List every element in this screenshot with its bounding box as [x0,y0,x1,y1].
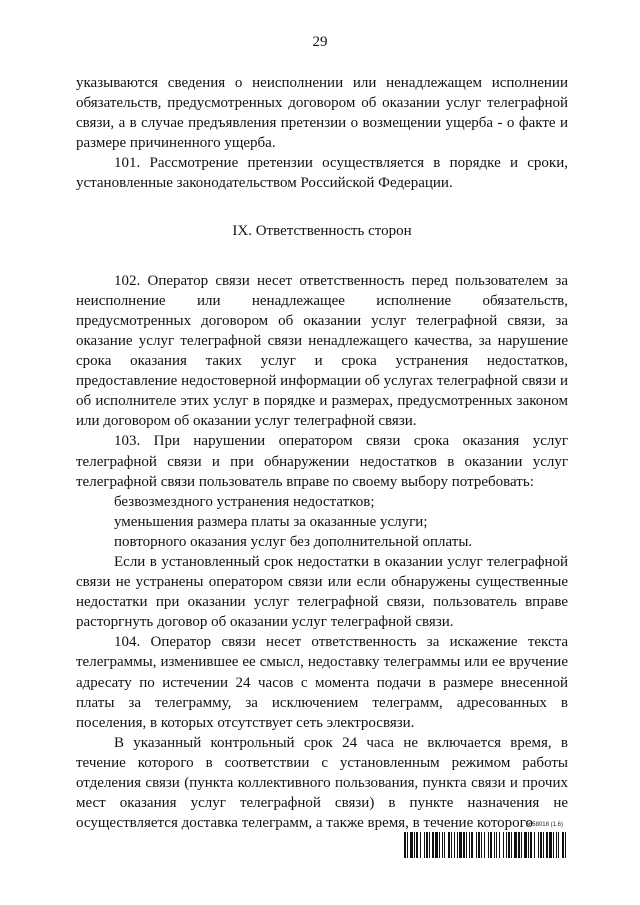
barcode [404,822,567,862]
paragraph-103: 103. При нарушении оператором связи срока оказания услуг телеграфной связи и при обнаружении недостатков в оказании услуг телеграфной связи пользователь вправе по своему выбору потребовать: [76,433,568,490]
barcode-bar [524,832,527,858]
section-heading: IX. Ответственность сторон [232,222,412,239]
barcode-bar [414,832,415,858]
list-item-repeat-service: повторного оказания услуг без дополнительной оплаты. [114,533,473,550]
barcode-bar [476,832,477,858]
barcode-bar [484,832,485,858]
barcode-bar [506,832,507,858]
barcode-bar [435,832,438,858]
barcode-bar [488,832,489,858]
barcode-bar [448,832,450,858]
barcode-bar [511,832,512,858]
barcode-bar [471,832,473,858]
barcode-bar [490,832,492,858]
barcode-bar [499,832,500,858]
barcode-bar [457,832,458,858]
barcode-bar [469,832,470,858]
barcode-bar [521,832,522,858]
barcode-bar [454,832,455,858]
paragraph-101: 101. Рассмотрение претензии осуществляется в порядке и сроки, установленные законодательством Российской Федерации. [76,155,568,192]
barcode-bar [407,832,408,858]
paragraph-control-period: В указанный контрольный срок 24 часа не включается время, в течение которого в соответствии с установленным режимом работы отделения связи (пункта коллективного пользования, пункта связи и прочих мест оказания услуг телеграфной связи) в пункте назначения не осуществляется доставка телеграмм, а также время, в течение которого [76,734,568,832]
barcode-bar [481,832,482,858]
barcode-bar [508,832,510,858]
barcode-bar [534,832,535,858]
barcode-bar [432,832,434,858]
barcode-bar [540,832,542,858]
barcode-bar [424,832,425,858]
list-item-price-reduction: уменьшения размера платы за оказанные услуги; [114,513,428,530]
barcode-number: 5658018 (1.6) [525,822,563,828]
barcode-bar [514,832,517,858]
barcode-bar [404,832,406,858]
barcode-bar [562,832,564,858]
barcode-bar [466,832,467,858]
barcode-bar [556,832,557,858]
barcode-bar [518,832,520,858]
barcode-bar [549,832,552,858]
barcode-bar [530,832,532,858]
barcode-bar [546,832,548,858]
barcode-bar [503,832,504,858]
paragraph-termination: Если в установленный срок недостатки в оказании услуг телеграфной связи не устранены оператором связи или если обнаружены существенные недостатки при оказании услуг телеграфной связи, пользователь вправе расторгнуть договор об оказании услуг телеграфной связи. [76,553,568,631]
barcode-bar [459,832,462,858]
barcode-bar [565,832,566,858]
barcode-bar [439,832,440,858]
barcode-bar [429,832,430,858]
barcode-bar [442,832,443,858]
barcode-bar [496,832,497,858]
barcode-bar [463,832,465,858]
paragraph-continuation: указываются сведения о неисполнении или ненадлежащем исполнении обязательств, предусмотренных договором об оказании услуг телеграфной связи, а в случае предъявления претензии о возмещении ущерба - о факте и размере причиненного ущерба. [76,75,568,152]
barcode-bar [538,832,539,858]
barcode-bar [451,832,452,858]
barcode-bar [420,832,421,858]
barcode-icon [404,832,567,858]
barcode-bar [543,832,544,858]
barcode-bar [410,832,413,858]
paragraph-102: 102. Оператор связи несет ответственность перед пользователем за неисполнение или ненадлежащее исполнение обязательств, предусмотренных договором об оказании услуг телеграфной связи, за оказание услуг телеграфной связи ненадлежащего качества, за нарушение срока оказания таких услуг и срока устранения недостатков, предоставление недостоверной информации об услугах телеграфной связи и об исполнителе этих услуг в порядке и размерах, предусмотренных законом или договором об оказании услуг телеграфной связи. [76,272,568,430]
barcode-bar [528,832,529,858]
barcode-bar [494,832,495,858]
barcode-bar [444,832,445,858]
barcode-bar [553,832,554,858]
document-body [76,73,568,833]
barcode-bar [416,832,418,858]
barcode-bar [558,832,559,858]
paragraph-104: 104. Оператор связи несет ответственность за искажение текста телеграммы, изменившее ее смысл, недоставку телеграммы или ее вручение адресату по истечении 24 часов с момента подачи в размере внесенной платы за телеграмму, за исключением телеграмм, адресованных в поселения, в которых отсутствует сеть электросвязи. [76,634,568,731]
barcode-bar [426,832,428,858]
page-number: 29 [312,34,328,50]
barcode-bar [478,832,480,858]
list-item-repair: безвозмездного устранения недостатков; [114,493,375,510]
